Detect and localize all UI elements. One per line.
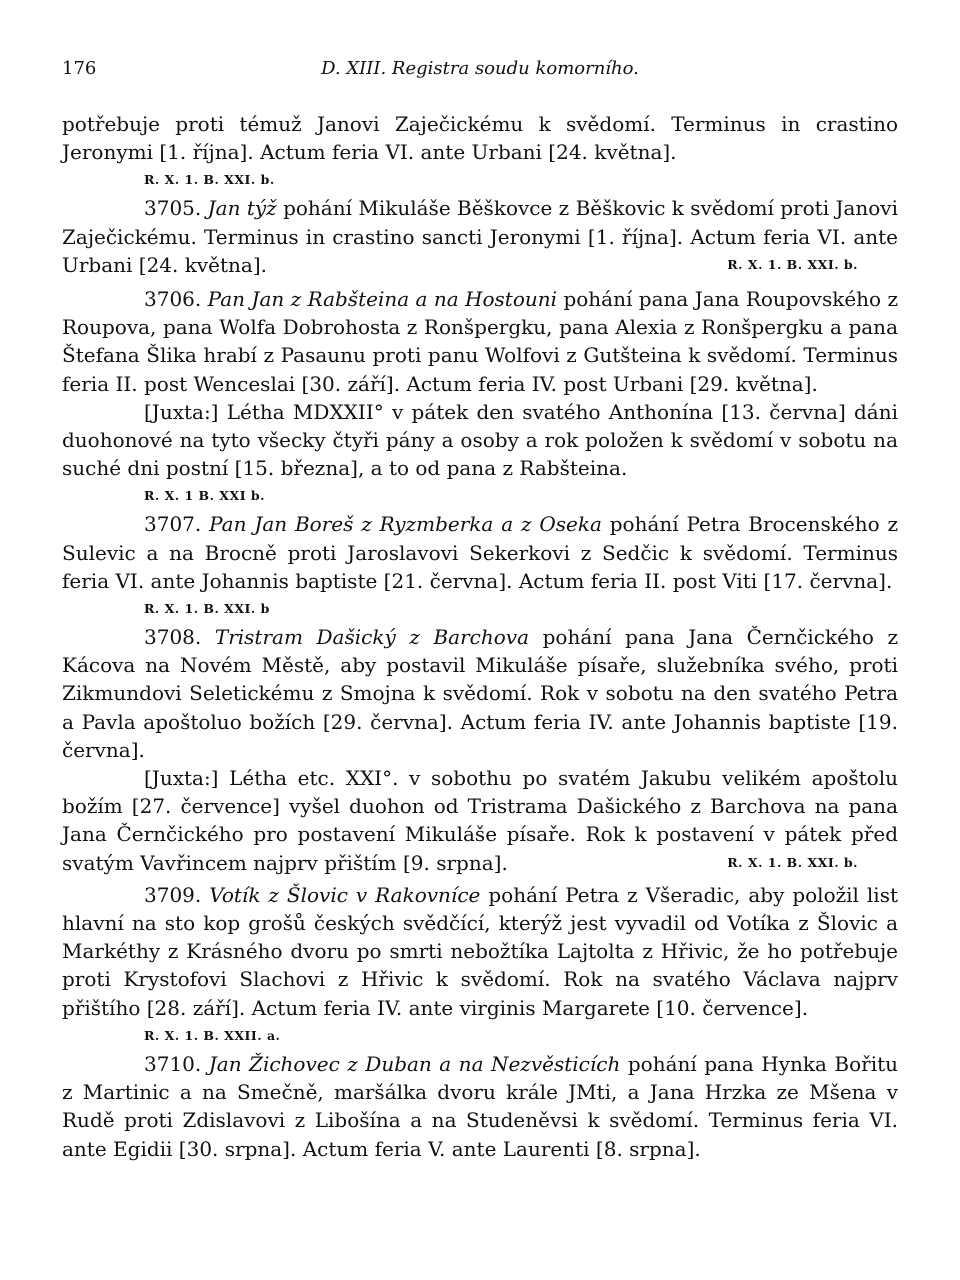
archival-signature: R. X. 1. B. XXI. b.	[727, 256, 858, 272]
entry-parties: Jan Žichovec z Duban a na Nezvěsticích	[208, 1051, 621, 1076]
page-number: 176	[62, 58, 97, 79]
entry-parties: Pan Jan z Rabšteina a na Hostouni	[207, 287, 558, 312]
archival-signature: R. X. 1 B. XXI b.	[144, 488, 265, 504]
entry-text: pohání Petra z Všeradic, aby položil list hlavní na sto kop grošů českých svědčící, kterýž jest vyvadil od Votíka z Šlovic a Markéthy z Krásného dvoru po smrti nebožtíka Lajtolta z Hřivic, že ho potřebuje proti Krystofovi Slachovi z Hřivic k svědomí. Rok na svatého Václava najprv přištího [28. září]. Actum feria IV. ante virginis Margarete [10. července].	[62, 882, 899, 1020]
entry-text: pohání pana Jana Roupovského z Roupova, pana Wolfa Dobrohosta z Ronšpergku, pana Alexia z Ronšpergku a pana Štefana Šlika hrabí z Pasaunu proti panu Wolfovi z Gutšteina k svědomí. Terminus feria II. post Wenceslai [30. září]. Actum feria IV. post Urbani [29. května].	[62, 287, 899, 396]
entry-juxta-note	[62, 764, 898, 877]
entry-number: 3707.	[144, 512, 202, 537]
entry-number: 3708.	[144, 625, 202, 650]
entry-text: pohání Mikuláše Běškovce z Běškovic k svědomí proti Janovi Zaječickému. Terminus in crastino sancti Jeronymi [1. října]. Actum feria VI. ante Urbani [24. května].	[62, 196, 899, 277]
entry-parties: Jan týž	[207, 196, 277, 221]
entry-3708	[62, 623, 898, 764]
entry-number: 3709.	[144, 882, 202, 907]
archival-signature: R. X. 1. B. XXI. b.	[727, 854, 858, 870]
entry-number: 3710.	[144, 1051, 202, 1076]
entry-text: pohání pana Jana Černčického z Kácova na Novém Městě, aby postavil Mikuláše písaře, služebníka svého, proti Zikmundovi Seletickému z Smojna k svědomí. Rok v sobotu na den svatého Petra a Pavla apoštoluo božích [29. června]. Actum feria IV. ante Johannis baptiste [19. června].	[62, 625, 899, 762]
entry-3709	[62, 881, 898, 1022]
entry-parties: Pan Jan Boreš z Ryzmberka a z Oseka	[209, 512, 602, 537]
archival-signature: R. X. 1. B. XXI. b	[144, 601, 270, 617]
entry-parties: Votík z Šlovic v Rakovníce	[209, 882, 481, 907]
body-text	[62, 110, 898, 1163]
archival-signature: R. X. 1. B. XXI. b.	[144, 172, 275, 188]
running-head	[62, 58, 898, 92]
continuation-paragraph: potřebuje proti témuž Janovi Zaječickému k svědomí. Terminus in crastino Jeronymi [1. října]. Actum feria VI. ante Urbani [24. května].	[62, 112, 898, 165]
entry-number: 3706.	[144, 287, 202, 312]
entry-juxta-note: [Juxta:] Létha MDXXII° v pátek den svatého Anthonína [13. června] dáni duohonové na tyto všecky čtyři pány a osoby a rok položen k svědomí v sobotu na suché dni postní [15. března], a to od pana z Rabšteina.	[62, 399, 898, 481]
entry-3705	[62, 194, 898, 279]
entry-parties: Tristram Dašický z Barchova	[214, 625, 530, 650]
document-page	[62, 58, 898, 1163]
entry-text: pohání Petra Brocenského z Sulevic a na Brocně proti Jaroslavovi Sekerkovi z Sedčic k svědomí. Terminus feria VI. ante Johannis baptiste [21. června]. Actum feria II. post Viti [17. června].	[62, 512, 899, 593]
archival-signature: R. X. 1. B. XXII. a.	[144, 1027, 281, 1043]
entry-3707	[62, 510, 898, 595]
entry-3706	[62, 285, 898, 398]
running-title: D. XIII. Registra soudu komorního.	[321, 58, 639, 79]
entry-text: pohání pana Hynka Bořitu z Martinic a na Smečně, maršálka dvoru krále JMti, a Jana Hrzka ze Mšena v Rudě proti Zdislavovi z Libošína a na Studeněvsi k svědomí. Terminus feria VI. ante Egidii [30. srpna]. Actum feria V. ante Laurenti [8. srpna].	[62, 1051, 899, 1161]
entry-3710	[62, 1050, 898, 1163]
juxta-text: [Juxta:] Létha etc. XXI°. v sobothu po svatém Jakubu velikém apoštolu božím [27. července] vyšel duohon od Tristrama Dašického z Barchova na pana Jana Černčického pro postavení Mikuláše písaře. Rok k postavení v pátek před svatým Vavřincem najprv přištím [9. srpna].	[62, 766, 898, 875]
entry-number: 3705.	[144, 196, 202, 221]
